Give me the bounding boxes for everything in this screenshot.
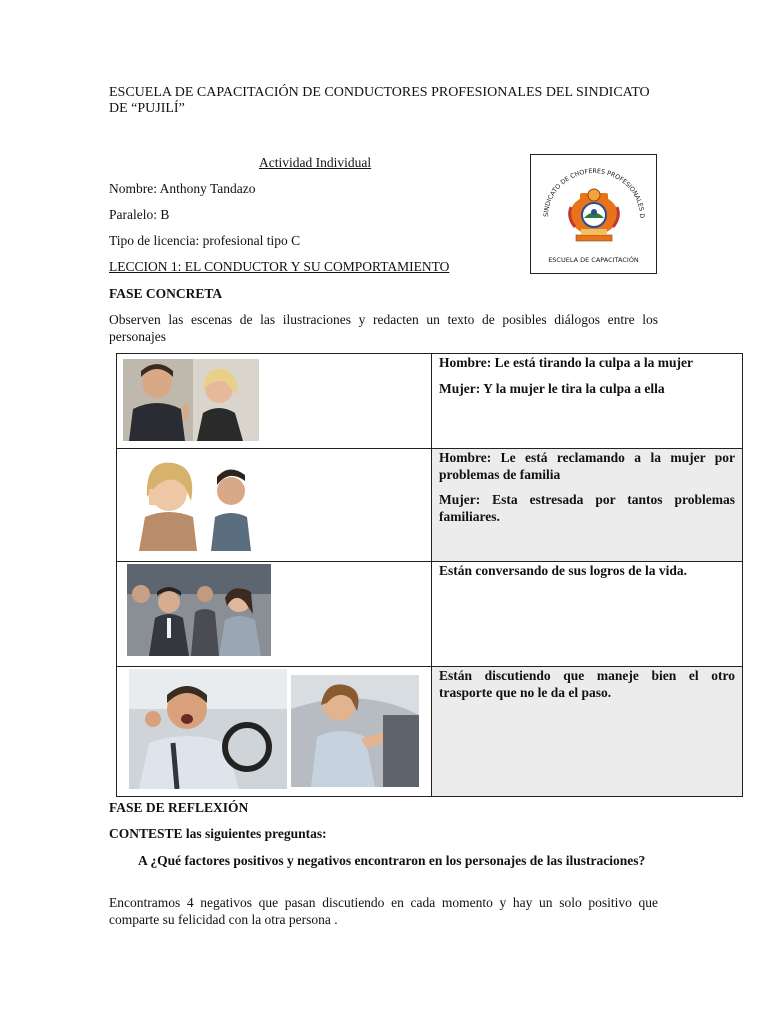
stressed-couple-photo — [133, 453, 253, 551]
school-logo — [530, 154, 657, 274]
arguing-couple-photo — [123, 359, 259, 441]
scene-3-picture — [117, 562, 432, 667]
scene-2-picture — [117, 449, 432, 562]
lesson-title: LECCION 1: EL CONDUCTOR Y SU COMPORTAMIENTO — [109, 259, 450, 274]
answer-a: Encontramos 4 negativos que pasan discutiendo en cada momento y hay un solo positivo que comparte su felicidad con la otra persona . — [109, 895, 658, 927]
dialogue-line: Hombre: Le está tirando la culpa a la mujer — [439, 355, 693, 370]
logo-bottom-text: ESCUELA DE CAPACITACIÓN — [548, 256, 639, 264]
emblem-icon — [570, 189, 619, 241]
table-row — [117, 562, 743, 667]
dialogue-line: Hombre: Le está reclamando a la mujer por problemas de familia — [439, 450, 735, 482]
answer-prompt: CONTESTE las siguientes preguntas: — [109, 826, 327, 841]
question-a: A ¿Qué factores positivos y negativos encontraron en los personajes de las ilustraciones? — [138, 853, 646, 868]
angry-driver-woman-photo — [291, 675, 419, 787]
student-name: Nombre: Anthony Tandazo — [109, 181, 256, 196]
dialogue-line: Están discutiendo que maneje bien el otro trasporte que no le da el paso. — [439, 668, 735, 700]
table-row — [117, 449, 743, 562]
paralelo: Paralelo: B — [109, 207, 170, 222]
scenes-table — [116, 353, 743, 797]
dialogue-line: Mujer: Esta estresada por tantos problemas familiares. — [439, 492, 735, 524]
logo-arc-text: SINDICATO DE CHOFERES PROFESIONALES D — [542, 167, 646, 219]
table-row — [117, 354, 743, 449]
crowd-conversation-photo — [127, 564, 271, 656]
license-type: Tipo de licencia: profesional tipo C — [109, 233, 301, 248]
dialogue-line: Están conversando de sus logros de la vida. — [439, 563, 688, 578]
scene-4-picture — [117, 667, 432, 797]
scene-1-picture — [117, 354, 432, 449]
scene-4-dialogue — [432, 667, 743, 797]
scene-2-dialogue — [432, 449, 743, 562]
scene-3-dialogue — [432, 562, 743, 667]
scene-1-dialogue — [432, 354, 743, 449]
phase-reflexion-heading: FASE DE REFLEXIÓN — [109, 800, 249, 815]
activity-heading: Actividad Individual — [259, 155, 372, 170]
angry-driver-man-photo — [129, 669, 287, 789]
instructions-text: Observen las escenas de las ilustraciones y redacten un texto de posibles diálogos entre los personajes — [109, 312, 658, 344]
dialogue-line: Mujer: Y la mujer le tira la culpa a ella — [439, 380, 665, 396]
phase-concreta-heading: FASE CONCRETA — [109, 286, 223, 301]
document-title: ESCUELA DE CAPACITACIÓN DE CONDUCTORES PROFESIONALES DEL SINDICATO DE “PUJILÍ” — [109, 85, 650, 116]
table-row — [117, 667, 743, 797]
